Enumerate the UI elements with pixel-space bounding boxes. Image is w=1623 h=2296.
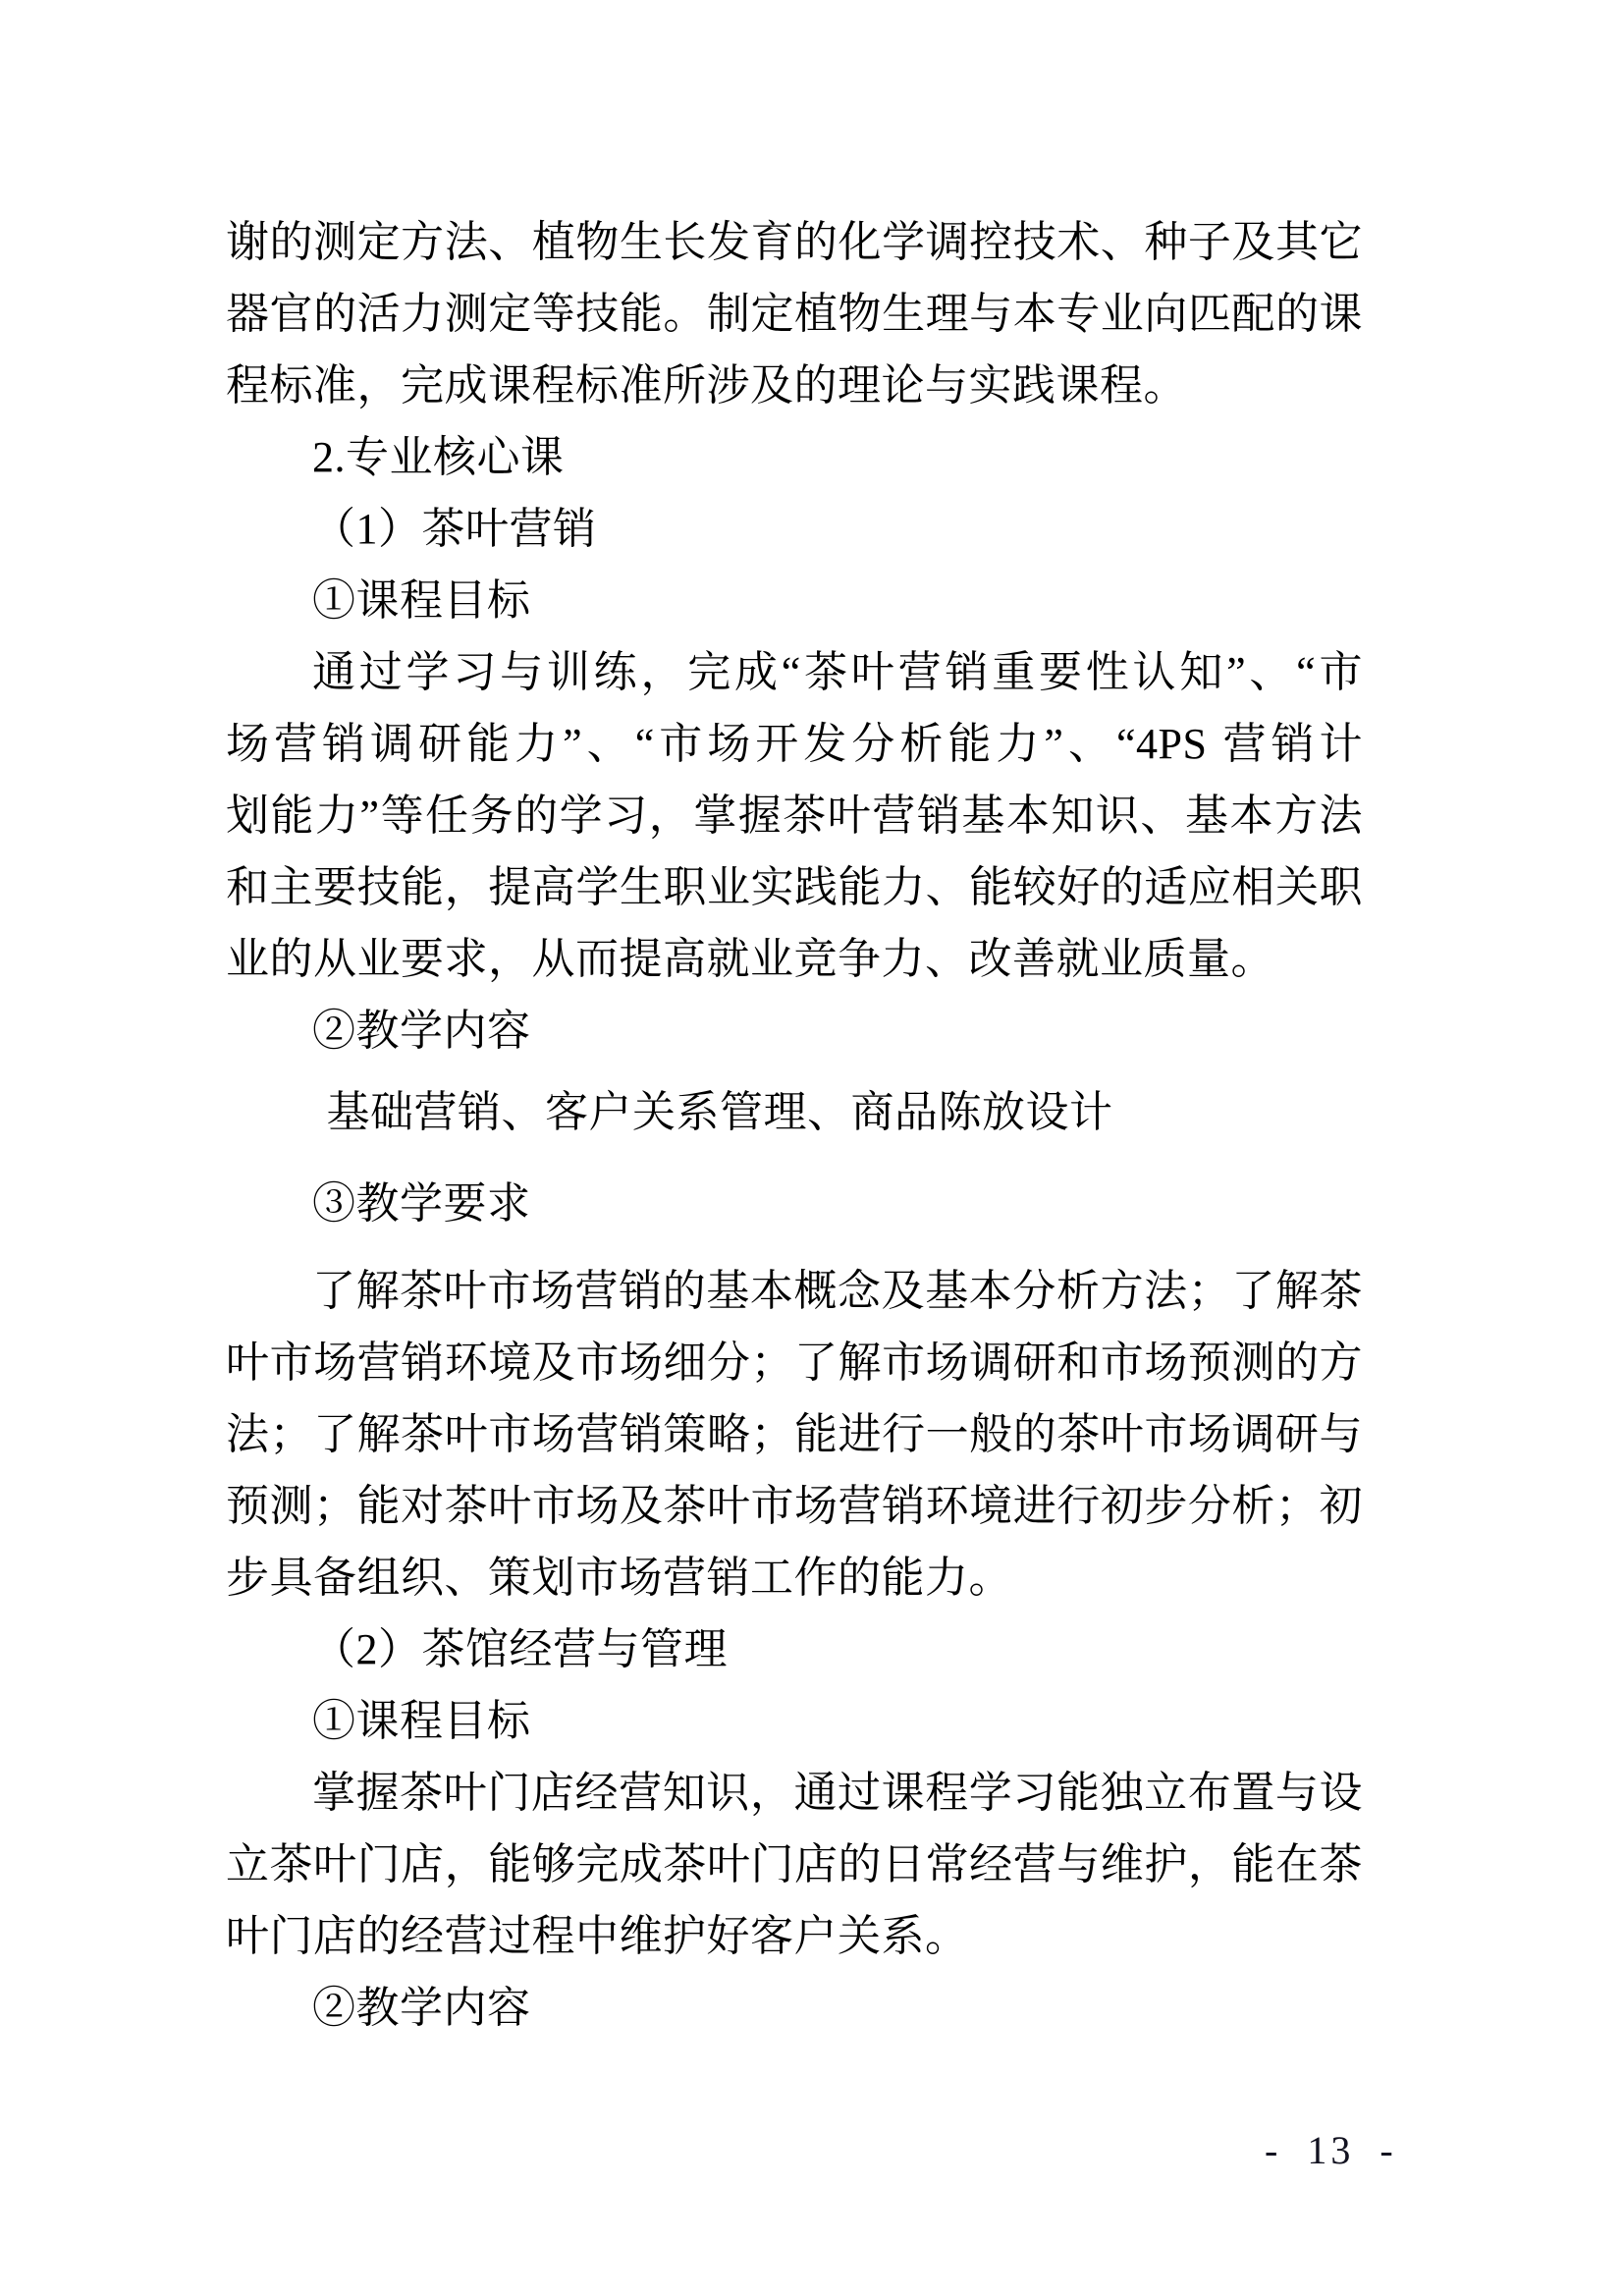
text-line: ②教学内容 [312,1984,531,2032]
heading-core-courses [226,421,1363,493]
text-line: （1）茶叶营销 [312,505,597,553]
text-line: 基础营销、客户关系管理、商品陈放设计 [326,1088,1113,1136]
text-line: ③教学要求 [312,1179,531,1228]
text-line: 器官的活力测定等技能。制定植物生理与本专业向匹配的课 [226,290,1363,338]
heading-teahouse-management [226,1613,1363,1685]
heading-course-objectives-2 [226,1685,1363,1757]
para-teaching-content-1 [226,1076,1363,1148]
text-line: 步具备组织、策划市场营销工作的能力。 [226,1554,1012,1602]
heading-teaching-content-1 [226,995,1363,1066]
text-line: 法；了解茶叶市场营销策略；能进行一般的茶叶市场调研与 [226,1410,1363,1458]
text-line: 叶门店的经营过程中维护好客户关系。 [226,1912,969,1960]
text-line: 2.专业核心课 [312,433,565,481]
text-line: ①课程目标 [312,576,531,625]
para-intro-continued [226,206,1363,421]
text-line: ②教学内容 [312,1007,531,1055]
text-line: 掌握茶叶门店经营知识，通过课程学习能独立布置与设 [312,1769,1363,1817]
heading-course-objectives-1 [226,565,1363,636]
text-line: 通过学习与训练，完成“茶叶营销重要性认知”、“市 [312,648,1363,696]
heading-teaching-requirements [226,1168,1363,1239]
text-line: 预测；能对茶叶市场及茶叶市场营销环境进行初步分析；初 [226,1482,1363,1530]
page-number: - 13 - [1265,2128,1397,2172]
text-line: 场营销调研能力”、“市场开发分析能力”、“4PS 营销计 [226,720,1363,768]
heading-tea-marketing [226,493,1363,565]
para-teaching-requirements [226,1255,1363,1613]
text-line: ①课程目标 [312,1697,531,1745]
para-course-objectives-2 [226,1757,1363,1972]
text-line: 立茶叶门店，能够完成茶叶门店的日常经营与维护，能在茶 [226,1840,1363,1888]
text-line: 和主要技能，提高学生职业实践能力、能较好的适应相关职 [226,863,1363,911]
text-line: 叶市场营销环境及市场细分；了解市场调研和市场预测的方 [226,1339,1363,1387]
text-line: 谢的测定方法、植物生长发育的化学调控技术、种子及其它 [226,218,1363,266]
text-line: 程标准，完成课程标准所涉及的理论与实践课程。 [226,361,1187,410]
text-line: 划能力”等任务的学习，掌握茶叶营销基本知识、基本方法 [226,792,1363,840]
text-line: （2）茶馆经营与管理 [312,1625,728,1673]
para-course-objectives-1 [226,636,1363,995]
document-body [226,206,1363,2044]
text-line: 了解茶叶市场营销的基本概念及基本分析方法；了解茶 [312,1267,1363,1315]
text-line: 业的从业要求，从而提高就业竞争力、改善就业质量。 [226,935,1274,983]
heading-teaching-content-2 [226,1972,1363,2044]
